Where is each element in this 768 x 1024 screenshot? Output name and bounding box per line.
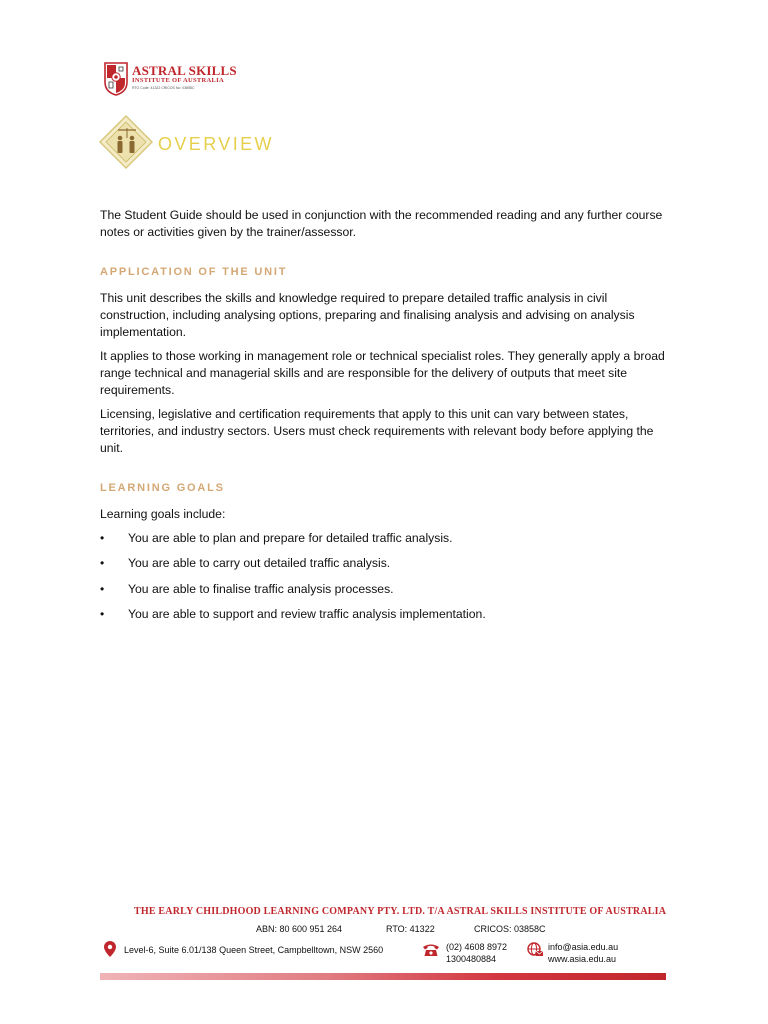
- list-item: [100, 581, 660, 606]
- telephone-icon: [422, 943, 440, 957]
- goal-text: You are able to support and review traffic analysis implementation.: [128, 606, 486, 621]
- list-item: [100, 606, 660, 631]
- goal-text: You are able to plan and prepare for detailed traffic analysis.: [128, 531, 453, 545]
- bullet: •: [100, 531, 105, 545]
- learning-goals-list: [100, 530, 660, 631]
- application-paragraph-1: This unit describes the skills and knowledge required to prepare detailed traffic analysis in civil construction, including analysing options, preparing and finalising analysis and advising on analysis implementation.: [100, 291, 635, 339]
- intro-paragraph: The Student Guide should be used in conjunction with the recommended reading and any further course notes or activities given by the trainer/assessor.: [100, 208, 663, 239]
- list-item: [100, 530, 660, 555]
- location-pin-icon: [104, 941, 116, 957]
- footer-phone: [446, 941, 507, 965]
- list-item: [100, 555, 660, 580]
- logo-subtitle: INSTITUTE OF AUSTRALIA: [132, 77, 224, 84]
- footer-website: www.asia.edu.au: [548, 954, 617, 964]
- footer-email: info@asia.edu.au: [548, 942, 619, 952]
- email-web-icon: [527, 942, 543, 958]
- goal-text: You are able to carry out detailed traffic analysis.: [128, 556, 391, 571]
- footer-cricos: CRICOS: 03858C: [474, 924, 546, 934]
- footer-phone-1: (02) 4608 8972: [446, 942, 508, 952]
- goal-text: You are able to finalise traffic analysis processes.: [128, 581, 394, 596]
- construction-workers-diamond-icon: [98, 114, 154, 170]
- footer-contact: [548, 941, 618, 965]
- bullet: •: [100, 581, 105, 596]
- application-paragraph-2: It applies to those working in management role or technical specialist roles. They generally apply a broad range technical and managerial skills and are responsible for the delivery of outputs that meet site requirements.: [100, 349, 665, 397]
- logo-registration: RTO Code: 41322 CRICOS No: 03858C: [132, 85, 195, 90]
- crest-icon: [104, 62, 128, 96]
- footer-rto: RTO: 41322: [386, 924, 435, 934]
- footer-accent-bar: [100, 973, 666, 980]
- learning-goals-intro: Learning goals include:: [100, 507, 226, 521]
- application-paragraph-3: Licensing, legislative and certification requirements that apply to this unit can vary between states, territories, and industry sectors. Users must check requirements with relevant body before applying the unit.: [100, 407, 654, 455]
- bullet: •: [100, 606, 105, 621]
- footer-phone-2: 1300480884: [446, 954, 497, 964]
- footer-address: Level-6, Suite 6.01/138 Queen Street, Campbelltown, NSW 2560: [124, 945, 384, 955]
- learning-goals-heading: LEARNING GOALS: [100, 482, 225, 494]
- bullet: •: [100, 556, 105, 571]
- application-heading: APPLICATION OF THE UNIT: [100, 266, 288, 278]
- footer-company-name: THE EARLY CHILDHOOD LEARNING COMPANY PTY. LTD. T/A ASTRAL SKILLS INSTITUTE OF AUSTRALIA: [134, 906, 667, 917]
- institute-logo: [104, 62, 244, 98]
- footer-abn: ABN: 80 600 951 264: [256, 924, 343, 934]
- overview-title: OVERVIEW: [158, 134, 274, 154]
- logo-name: ASTRAL SKILLS: [132, 63, 237, 78]
